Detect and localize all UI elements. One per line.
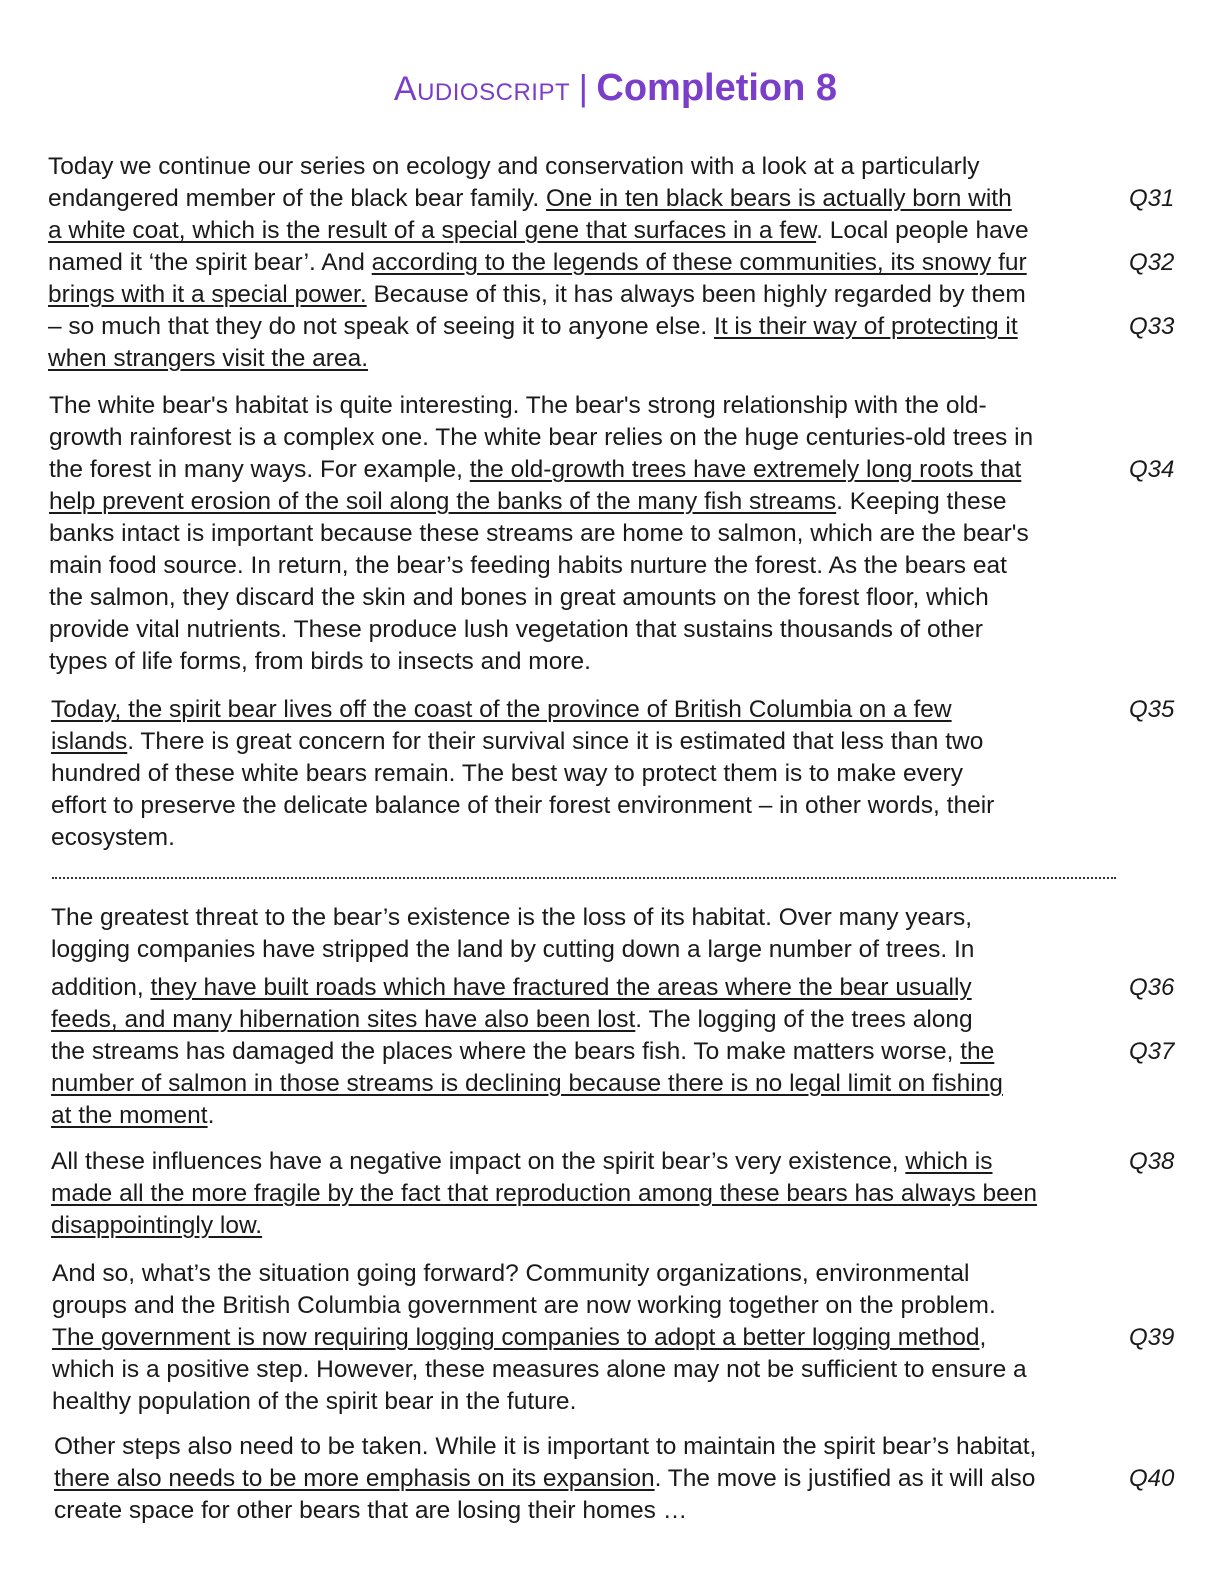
text-segment: . The logging of the trees along [635, 1006, 973, 1033]
text-segment: The white bear's habitat is quite interesting. The bear's strong relationship with the old- [49, 392, 987, 419]
text-segment: – so much that they do not speak of seeing it to anyone else. [48, 313, 715, 340]
text-line [48, 280, 1026, 310]
text-line [54, 1432, 1036, 1462]
text-segment: banks intact is important because these streams are home to salmon, which are the bear's [49, 520, 1029, 547]
text-line [51, 1211, 262, 1241]
text-line [49, 423, 1033, 453]
answer-underline: disappointingly low. [51, 1212, 263, 1239]
answer-underline: brings with it a special power. [48, 281, 367, 308]
answer-underline: the old-growth trees have extremely long roots that [469, 456, 1022, 483]
answer-underline: the [960, 1038, 995, 1065]
question-label: Q31 [1129, 185, 1175, 212]
text-line [52, 1291, 996, 1321]
question-label: Q36 [1129, 974, 1175, 1001]
question-label: Q32 [1129, 249, 1175, 276]
text-segment: create space for other bears that are losing their homes … [54, 1497, 688, 1524]
title-separator: | [578, 67, 588, 108]
answer-underline: at the moment [51, 1102, 208, 1129]
text-segment: endangered member of the black bear family. [48, 185, 546, 212]
text-segment: groups and the British Columbia government are now working together on the problem. [52, 1292, 996, 1319]
text-segment: And so, what’s the situation going forward? Community organizations, environmental [52, 1260, 970, 1287]
text-segment: named it ‘the spirit bear’. And [48, 249, 372, 276]
text-line [49, 519, 1029, 549]
answer-underline: It is their way of protecting it [714, 313, 1018, 340]
text-segment: the streams has damaged the places where the bears fish. To make matters worse, [51, 1038, 961, 1065]
text-line [51, 935, 974, 965]
text-segment: types of life forms, from birds to insects and more. [49, 648, 591, 675]
text-line [51, 791, 994, 821]
text-segment: . [207, 1102, 215, 1129]
title-completion: Completion 8 [596, 67, 838, 109]
text-segment: The greatest threat to the bear’s existence is the loss of its habitat. Over many years, [51, 904, 973, 931]
text-line [51, 1005, 973, 1035]
answer-underline: a white coat, which is the result of a special gene that surfaces in a few [48, 217, 817, 244]
text-segment: which is a positive step. However, these measures alone may not be sufficient to ensure a [52, 1356, 1027, 1383]
answer-underline: when strangers visit the area. [48, 345, 369, 372]
text-line [51, 973, 972, 1003]
text-segment: healthy population of the spirit bear in the future. [52, 1388, 577, 1415]
text-line [48, 248, 1027, 278]
answer-underline: there also needs to be more emphasis on its expansion [54, 1465, 655, 1492]
text-line [51, 1147, 992, 1177]
text-line [49, 647, 591, 677]
text-segment: Today we continue our series on ecology and conservation with a look at a particularly [48, 153, 980, 180]
text-line [49, 551, 1007, 581]
answer-underline: One in ten black bears is actually born with [545, 185, 1012, 212]
text-line [49, 615, 983, 645]
question-label: Q40 [1129, 1465, 1175, 1492]
text-segment: logging companies have stripped the land by cutting down a large number of trees. In [51, 936, 975, 963]
question-label: Q35 [1129, 696, 1175, 723]
text-line [52, 1259, 969, 1289]
text-segment: growth rainforest is a complex one. The white bear relies on the huge centuries-old trees in [49, 424, 1034, 451]
text-line [54, 1496, 687, 1526]
text-line [49, 583, 989, 613]
question-label: Q33 [1129, 313, 1175, 340]
text-segment: addition, [51, 974, 151, 1001]
text-segment: . The move is justified as it will also [654, 1465, 1036, 1492]
text-segment: All these influences have a negative impact on the spirit bear’s very existence, [51, 1148, 906, 1175]
text-line [51, 759, 963, 789]
text-segment: Other steps also need to be taken. While it is important to maintain the spirit bear’s habitat, [54, 1433, 1037, 1460]
text-line [52, 1323, 986, 1353]
question-label: Q38 [1129, 1148, 1175, 1175]
text-segment: the salmon, they discard the skin and bones in great amounts on the forest floor, which [49, 584, 989, 611]
text-line [49, 455, 1021, 485]
text-line [49, 487, 1006, 517]
question-label: Q39 [1129, 1324, 1175, 1351]
answer-underline: feeds, and many hibernation sites have also been lost [51, 1006, 636, 1033]
text-line [49, 391, 987, 421]
text-line [54, 1464, 1035, 1494]
text-line [52, 1387, 576, 1417]
section-divider [52, 877, 1116, 879]
text-line [52, 1355, 1027, 1385]
text-line [48, 152, 980, 182]
page-title [0, 64, 1231, 120]
text-line [48, 216, 1029, 246]
text-segment: provide vital nutrients. These produce lush vegetation that sustains thousands of other [49, 616, 983, 643]
text-line [51, 1179, 1037, 1209]
answer-underline: help prevent erosion of the soil along the banks of the many fish streams [49, 488, 837, 515]
answer-underline: islands [51, 728, 128, 755]
text-line [51, 1069, 1003, 1099]
text-segment: main food source. In return, the bear’s feeding habits nurture the forest. As the bears eat [49, 552, 1007, 579]
answer-underline: which is [905, 1148, 993, 1175]
question-label: Q34 [1129, 456, 1175, 483]
text-line [51, 903, 972, 933]
text-segment: ecosystem. [51, 824, 175, 851]
text-segment: . Keeping these [836, 488, 1007, 515]
answer-underline: according to the legends of these communities, its snowy fur [371, 249, 1027, 276]
answer-underline: number of salmon in those streams is declining because there is no legal limit on fishing [51, 1070, 1003, 1097]
text-line [51, 695, 952, 725]
question-label: Q37 [1129, 1038, 1175, 1065]
text-segment: . There is great concern for their survival since it is estimated that less than two [127, 728, 984, 755]
answer-underline: they have built roads which have fractured the areas where the bear usually [150, 974, 972, 1001]
answer-underline: made all the more fragile by the fact that reproduction among these bears has always been [51, 1180, 1038, 1207]
text-segment: effort to preserve the delicate balance of their forest environment – in other words, their [51, 792, 995, 819]
text-line [48, 312, 1018, 342]
text-segment: Because of this, it has always been highly regarded by them [366, 281, 1026, 308]
answer-underline: Today, the spirit bear lives off the coast of the province of British Columbia on a few [51, 696, 952, 723]
text-line [48, 184, 1012, 214]
text-segment: . Local people have [816, 217, 1029, 244]
text-line [51, 1037, 994, 1067]
text-segment: hundred of these white bears remain. The best way to protect them is to make every [51, 760, 963, 787]
answer-underline: The government is now requiring logging companies to adopt a better logging method [52, 1324, 980, 1351]
text-line [51, 823, 175, 853]
text-line [48, 344, 368, 374]
title-small-caps: Audioscript [393, 70, 571, 108]
text-line [51, 727, 983, 757]
text-segment: , [979, 1324, 987, 1351]
text-segment: the forest in many ways. For example, [49, 456, 470, 483]
text-line [51, 1101, 214, 1131]
